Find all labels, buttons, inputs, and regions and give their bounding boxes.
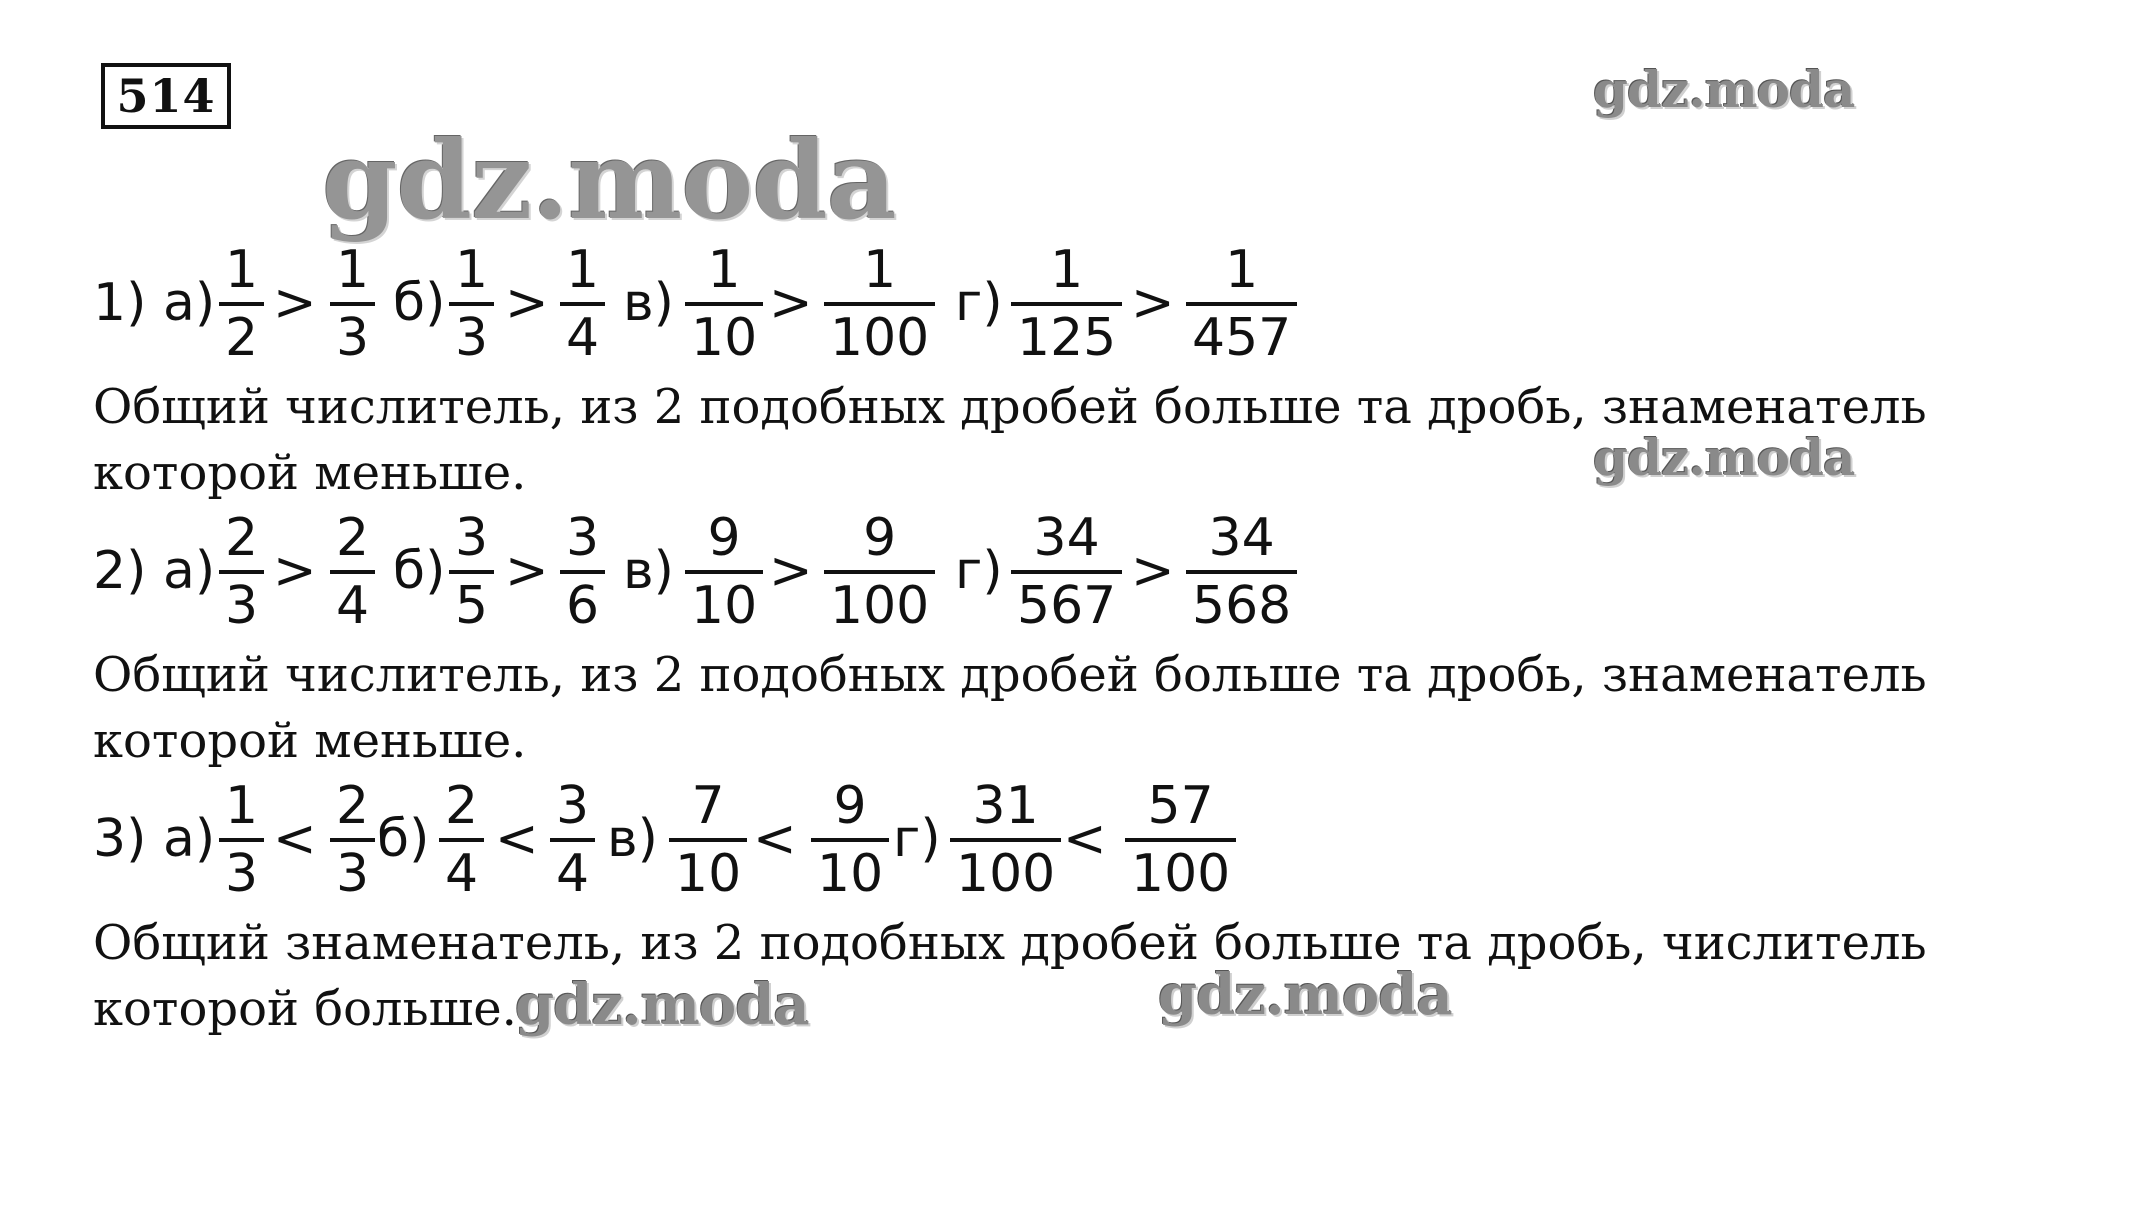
comparison-sign: > [505, 273, 549, 333]
comparison-sign: < [753, 809, 797, 869]
fraction-bar [449, 570, 494, 574]
fraction [669, 776, 747, 904]
numerator: 1 [566, 240, 600, 300]
watermark-middle-right: gdz.moda [1593, 428, 1855, 487]
comparison-sign: < [495, 809, 539, 869]
denominator: 10 [675, 844, 742, 904]
numerator: 1 [863, 240, 897, 300]
denominator: 100 [830, 308, 930, 368]
explanation-line: Общий знаменатель, из 2 подобных дробей больше та дробь, числитель [93, 915, 1927, 971]
numerator: 1 [1225, 240, 1259, 300]
numerator: 34 [1208, 508, 1275, 568]
numerator: 31 [972, 776, 1039, 836]
fraction [685, 508, 763, 636]
fraction-bar [1011, 570, 1122, 574]
fraction-bar [950, 838, 1061, 842]
numerator: 1 [225, 776, 259, 836]
numerator: 9 [833, 776, 867, 836]
comparison-sign: > [273, 273, 317, 333]
fraction-bar [330, 838, 375, 842]
denominator: 567 [1017, 576, 1117, 636]
denominator: 3 [336, 308, 370, 368]
explanation-1 [93, 374, 1993, 506]
explanation-3 [93, 910, 1993, 1042]
denominator: 125 [1017, 308, 1117, 368]
item-letter: г) [955, 273, 1003, 333]
comparison-sign: > [769, 273, 813, 333]
denominator: 4 [336, 576, 370, 636]
denominator: 3 [455, 308, 489, 368]
numerator: 2 [445, 776, 479, 836]
numerator: 3 [566, 508, 600, 568]
numerator: 3 [556, 776, 590, 836]
fraction-bar [330, 302, 375, 306]
item-letter: г) [955, 541, 1003, 601]
numerator: 9 [863, 508, 897, 568]
fraction-bar [811, 838, 889, 842]
fraction [219, 240, 264, 368]
fraction-bar [439, 838, 484, 842]
fraction [449, 508, 494, 636]
comparison-sign: < [1063, 809, 1107, 869]
fraction-bar [824, 302, 935, 306]
numerator: 1 [707, 240, 741, 300]
comparison-sign: < [273, 809, 317, 869]
line-label: 2) [93, 541, 147, 601]
fraction-bar [1186, 570, 1297, 574]
watermark-large: gdz.moda [322, 118, 896, 244]
fraction [685, 240, 763, 368]
fraction [330, 776, 375, 904]
numerator: 1 [1050, 240, 1084, 300]
fraction [449, 240, 494, 368]
item-letter: а) [163, 541, 216, 601]
item-letter: б) [377, 809, 430, 869]
fraction [330, 240, 375, 368]
denominator: 100 [830, 576, 930, 636]
fraction [811, 776, 889, 904]
fraction-bar [550, 838, 595, 842]
fraction-bar [1186, 302, 1297, 306]
fraction-bar [219, 570, 264, 574]
item-letter: г) [893, 809, 941, 869]
numerator: 2 [225, 508, 259, 568]
numerator: 9 [707, 508, 741, 568]
fraction-bar [219, 838, 264, 842]
numerator: 57 [1147, 776, 1214, 836]
denominator: 4 [445, 844, 479, 904]
denominator: 568 [1192, 576, 1292, 636]
denominator: 5 [455, 576, 489, 636]
item-letter: а) [163, 273, 216, 333]
denominator: 4 [556, 844, 590, 904]
fraction-bar [560, 570, 605, 574]
denominator: 10 [817, 844, 884, 904]
fraction-bar [685, 302, 763, 306]
fraction-bar [330, 570, 375, 574]
numerator: 7 [691, 776, 725, 836]
explanation-line: Общий числитель, из 2 подобных дробей больше та дробь, знаменатель [93, 647, 1927, 703]
comparison-sign: > [273, 541, 317, 601]
fraction-bar [669, 838, 747, 842]
item-letter: в) [607, 809, 658, 869]
comparison-sign: > [769, 541, 813, 601]
fraction [330, 508, 375, 636]
fraction-bar [685, 570, 763, 574]
fraction [1125, 776, 1236, 904]
denominator: 2 [225, 308, 259, 368]
numerator: 2 [336, 508, 370, 568]
item-letter: б) [393, 273, 446, 333]
denominator: 10 [691, 308, 758, 368]
explanation-line: Общий числитель, из 2 подобных дробей больше та дробь, знаменатель [93, 379, 1927, 435]
explanation-line: которой меньше. [93, 445, 527, 501]
comparison-sign: > [505, 541, 549, 601]
item-letter: б) [393, 541, 446, 601]
numerator: 2 [336, 776, 370, 836]
denominator: 457 [1192, 308, 1292, 368]
watermark-bottom-center: gdz.moda [1158, 962, 1452, 1028]
denominator: 3 [225, 576, 259, 636]
fraction-bar [219, 302, 264, 306]
fraction [950, 776, 1061, 904]
comparison-sign: > [1131, 541, 1175, 601]
denominator: 3 [225, 844, 259, 904]
problem-number: 514 [101, 63, 231, 129]
explanation-line: которой больше. [93, 981, 517, 1037]
denominator: 100 [956, 844, 1056, 904]
item-letter: а) [163, 809, 216, 869]
fraction [1186, 240, 1297, 368]
item-letter: в) [623, 541, 674, 601]
denominator: 4 [566, 308, 600, 368]
line-label: 3) [93, 809, 147, 869]
explanation-2 [93, 642, 1993, 774]
explanation-line: которой меньше. [93, 713, 527, 769]
numerator: 1 [225, 240, 259, 300]
fraction [550, 776, 595, 904]
denominator: 6 [566, 576, 600, 636]
fraction [1011, 240, 1122, 368]
denominator: 10 [691, 576, 758, 636]
numerator: 34 [1033, 508, 1100, 568]
item-letter: в) [623, 273, 674, 333]
fraction [824, 240, 935, 368]
fraction [1186, 508, 1297, 636]
fraction [560, 508, 605, 636]
fraction-bar [1011, 302, 1122, 306]
fraction [439, 776, 484, 904]
fraction [219, 776, 264, 904]
fraction-bar [560, 302, 605, 306]
fraction-bar [1125, 838, 1236, 842]
line-label: 1) [93, 273, 147, 333]
fraction [1011, 508, 1122, 636]
fraction-bar [824, 570, 935, 574]
denominator: 100 [1131, 844, 1231, 904]
denominator: 3 [336, 844, 370, 904]
watermark-bottom-left: gdz.moda [515, 972, 809, 1038]
fraction-bar [449, 302, 494, 306]
fraction [219, 508, 264, 636]
comparison-sign: > [1131, 273, 1175, 333]
fraction [824, 508, 935, 636]
watermark-top-right: gdz.moda [1593, 60, 1855, 119]
fraction [560, 240, 605, 368]
numerator: 1 [336, 240, 370, 300]
numerator: 3 [455, 508, 489, 568]
numerator: 1 [455, 240, 489, 300]
